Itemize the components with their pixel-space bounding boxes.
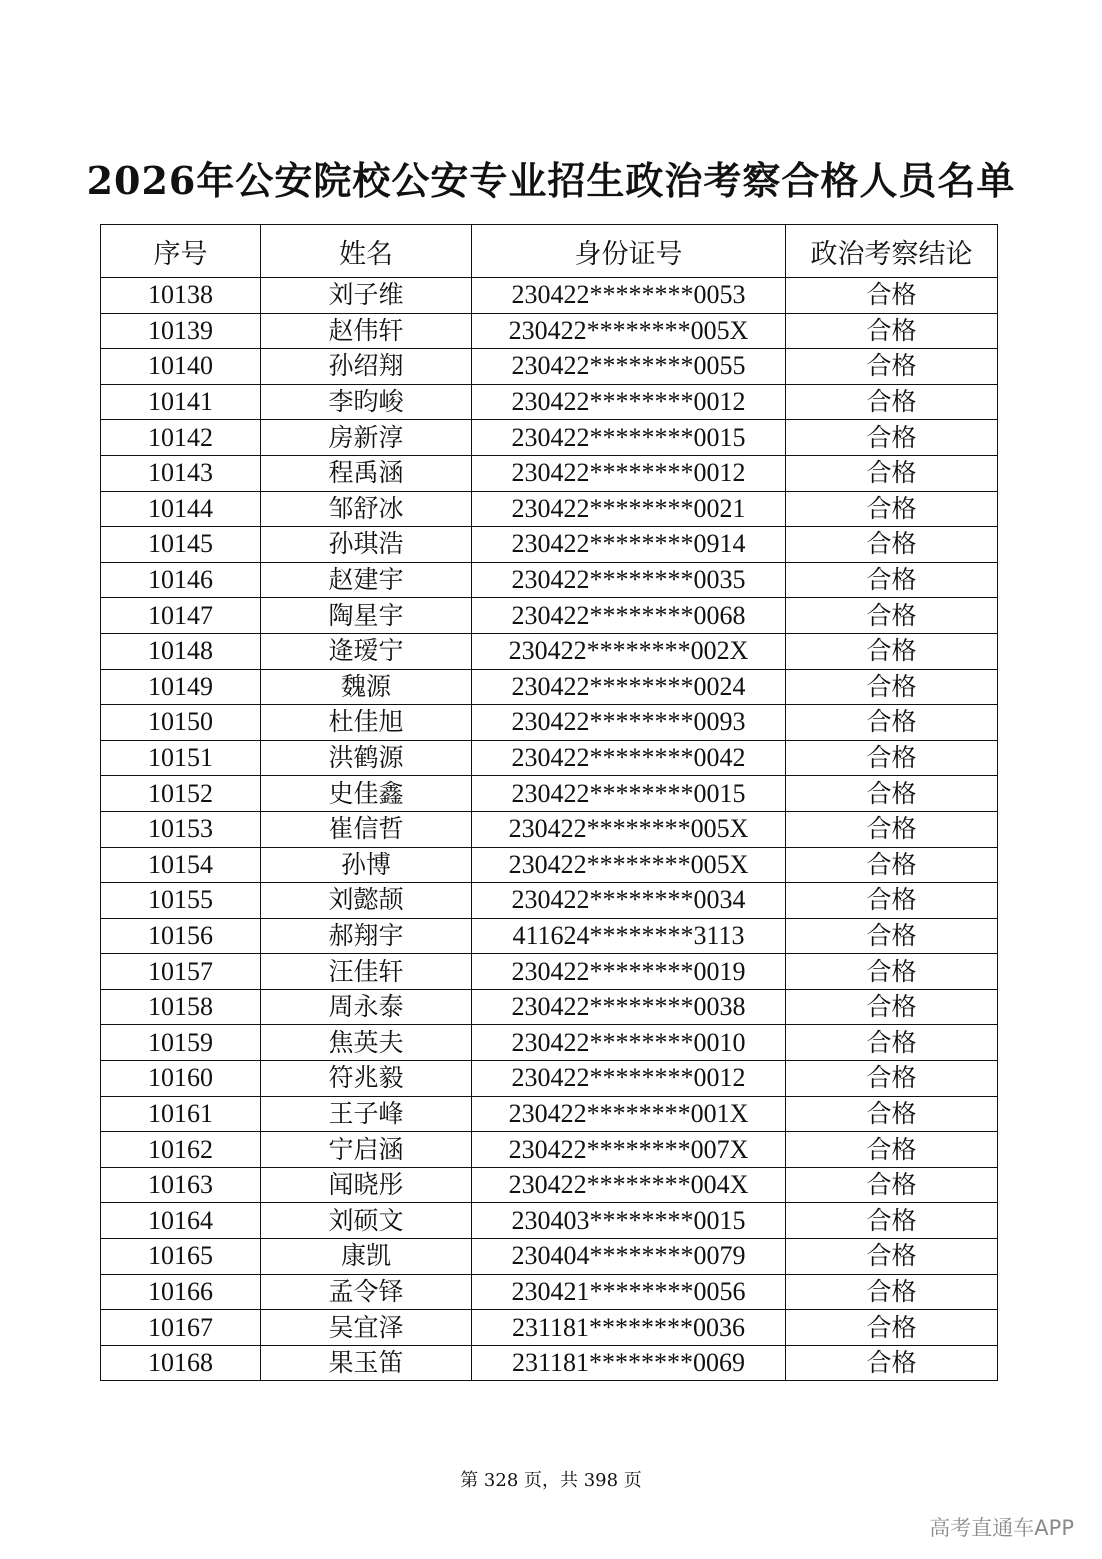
cell-serial-number: 10146 [101, 562, 261, 598]
table-row [101, 1025, 998, 1061]
cell-name: 孙琪浩 [261, 527, 472, 563]
cell-id-number: 230422********0068 [472, 598, 786, 634]
table-row [101, 455, 998, 491]
cell-id-number: 230422********0093 [472, 705, 786, 741]
cell-serial-number: 10153 [101, 811, 261, 847]
cell-conclusion: 合格 [786, 1096, 998, 1132]
cell-conclusion: 合格 [786, 1132, 998, 1168]
cell-serial-number: 10156 [101, 918, 261, 954]
table-row [101, 1310, 998, 1346]
cell-name: 周永泰 [261, 989, 472, 1025]
cell-id-number: 230403********0015 [472, 1203, 786, 1239]
cell-serial-number: 10147 [101, 598, 261, 634]
table-row [101, 954, 998, 990]
cell-serial-number: 10155 [101, 883, 261, 919]
cell-serial-number: 10141 [101, 384, 261, 420]
cell-serial-number: 10157 [101, 954, 261, 990]
table-row [101, 313, 998, 349]
cell-id-number: 230422********0021 [472, 491, 786, 527]
cell-conclusion: 合格 [786, 705, 998, 741]
cell-id-number: 230422********0010 [472, 1025, 786, 1061]
cell-name: 康凯 [261, 1239, 472, 1275]
cell-name: 孙绍翔 [261, 349, 472, 385]
header-row [101, 225, 998, 278]
header-name: 姓名 [261, 225, 472, 278]
table-row [101, 1345, 998, 1381]
cell-id-number: 230422********0012 [472, 1061, 786, 1097]
cell-conclusion: 合格 [786, 918, 998, 954]
cell-id-number: 230422********007X [472, 1132, 786, 1168]
table-row [101, 1239, 998, 1275]
cell-name: 赵建宇 [261, 562, 472, 598]
cell-name: 房新淳 [261, 420, 472, 456]
cell-serial-number: 10159 [101, 1025, 261, 1061]
cell-serial-number: 10143 [101, 455, 261, 491]
table-row [101, 384, 998, 420]
cell-conclusion: 合格 [786, 1025, 998, 1061]
table-row [101, 847, 998, 883]
cell-name: 李昀峻 [261, 384, 472, 420]
cell-serial-number: 10151 [101, 740, 261, 776]
cell-serial-number: 10164 [101, 1203, 261, 1239]
cell-serial-number: 10148 [101, 633, 261, 669]
cell-conclusion: 合格 [786, 527, 998, 563]
cell-conclusion: 合格 [786, 633, 998, 669]
table-row [101, 562, 998, 598]
cell-name: 孙博 [261, 847, 472, 883]
cell-id-number: 230422********0055 [472, 349, 786, 385]
cell-name: 邹舒冰 [261, 491, 472, 527]
table-row [101, 1167, 998, 1203]
page-footer: 第 328 页，共 398 页 [460, 1470, 642, 1491]
cell-id-number: 231181********0036 [472, 1310, 786, 1346]
cell-id-number: 230422********002X [472, 633, 786, 669]
cell-conclusion: 合格 [786, 1310, 998, 1346]
cell-serial-number: 10138 [101, 278, 261, 314]
header-id-number: 身份证号 [472, 225, 786, 278]
cell-id-number: 411624********3113 [472, 918, 786, 954]
cell-conclusion: 合格 [786, 384, 998, 420]
cell-serial-number: 10165 [101, 1239, 261, 1275]
table-row [101, 1203, 998, 1239]
watermark-text: 高考直通车APP [929, 1516, 1074, 1540]
cell-conclusion: 合格 [786, 1345, 998, 1381]
table-row [101, 598, 998, 634]
cell-serial-number: 10162 [101, 1132, 261, 1168]
table-row [101, 633, 998, 669]
cell-id-number: 230422********005X [472, 811, 786, 847]
cell-id-number: 230422********0024 [472, 669, 786, 705]
table-row [101, 740, 998, 776]
cell-id-number: 230422********0914 [472, 527, 786, 563]
cell-serial-number: 10142 [101, 420, 261, 456]
table-row [101, 420, 998, 456]
table-row [101, 918, 998, 954]
cell-name: 逄瑷宁 [261, 633, 472, 669]
cell-serial-number: 10145 [101, 527, 261, 563]
cell-id-number: 230422********0053 [472, 278, 786, 314]
cell-id-number: 231181********0069 [472, 1345, 786, 1381]
table-row [101, 1096, 998, 1132]
cell-name: 魏源 [261, 669, 472, 705]
cell-name: 焦英夫 [261, 1025, 472, 1061]
cell-serial-number: 10167 [101, 1310, 261, 1346]
table-row [101, 669, 998, 705]
cell-name: 宁启涵 [261, 1132, 472, 1168]
cell-conclusion: 合格 [786, 562, 998, 598]
cell-serial-number: 10166 [101, 1274, 261, 1310]
cell-conclusion: 合格 [786, 1061, 998, 1097]
cell-conclusion: 合格 [786, 491, 998, 527]
cell-name: 刘子维 [261, 278, 472, 314]
cell-conclusion: 合格 [786, 1239, 998, 1275]
cell-serial-number: 10163 [101, 1167, 261, 1203]
cell-id-number: 230422********0042 [472, 740, 786, 776]
cell-id-number: 230422********0034 [472, 883, 786, 919]
cell-id-number: 230422********0019 [472, 954, 786, 990]
cell-conclusion: 合格 [786, 669, 998, 705]
cell-name: 程禹涵 [261, 455, 472, 491]
cell-name: 孟令铎 [261, 1274, 472, 1310]
table-row [101, 527, 998, 563]
cell-name: 汪佳轩 [261, 954, 472, 990]
cell-conclusion: 合格 [786, 278, 998, 314]
cell-conclusion: 合格 [786, 740, 998, 776]
cell-conclusion: 合格 [786, 847, 998, 883]
cell-serial-number: 10161 [101, 1096, 261, 1132]
roster-table [100, 224, 998, 1381]
cell-serial-number: 10140 [101, 349, 261, 385]
cell-id-number: 230422********0038 [472, 989, 786, 1025]
cell-id-number: 230422********005X [472, 847, 786, 883]
cell-name: 刘懿颉 [261, 883, 472, 919]
cell-conclusion: 合格 [786, 883, 998, 919]
cell-conclusion: 合格 [786, 1274, 998, 1310]
cell-serial-number: 10160 [101, 1061, 261, 1097]
cell-name: 闻晓彤 [261, 1167, 472, 1203]
cell-name: 刘硕文 [261, 1203, 472, 1239]
cell-name: 崔信哲 [261, 811, 472, 847]
table-row [101, 1061, 998, 1097]
cell-serial-number: 10139 [101, 313, 261, 349]
cell-conclusion: 合格 [786, 1167, 998, 1203]
cell-conclusion: 合格 [786, 349, 998, 385]
cell-conclusion: 合格 [786, 811, 998, 847]
cell-name: 陶星宇 [261, 598, 472, 634]
cell-name: 吴宜泽 [261, 1310, 472, 1346]
cell-id-number: 230422********001X [472, 1096, 786, 1132]
cell-name: 赵伟轩 [261, 313, 472, 349]
document-title: 2026年公安院校公安专业招生政治考察合格人员名单 [86, 158, 1016, 203]
cell-name: 王子峰 [261, 1096, 472, 1132]
table-row [101, 1274, 998, 1310]
table-row [101, 776, 998, 812]
cell-name: 郝翔宇 [261, 918, 472, 954]
cell-conclusion: 合格 [786, 989, 998, 1025]
cell-id-number: 230422********0035 [472, 562, 786, 598]
header-conclusion: 政治考察结论 [786, 225, 998, 278]
table-header [101, 225, 998, 278]
cell-id-number: 230422********0015 [472, 420, 786, 456]
table-row [101, 1132, 998, 1168]
cell-conclusion: 合格 [786, 1203, 998, 1239]
cell-serial-number: 10168 [101, 1345, 261, 1381]
cell-serial-number: 10144 [101, 491, 261, 527]
cell-name: 果玉笛 [261, 1345, 472, 1381]
cell-id-number: 230404********0079 [472, 1239, 786, 1275]
cell-id-number: 230422********004X [472, 1167, 786, 1203]
cell-serial-number: 10158 [101, 989, 261, 1025]
cell-id-number: 230422********005X [472, 313, 786, 349]
cell-conclusion: 合格 [786, 954, 998, 990]
table-row [101, 349, 998, 385]
cell-conclusion: 合格 [786, 420, 998, 456]
table-row [101, 811, 998, 847]
cell-conclusion: 合格 [786, 598, 998, 634]
cell-id-number: 230422********0012 [472, 384, 786, 420]
header-serial-number: 序号 [101, 225, 261, 278]
table-row [101, 705, 998, 741]
cell-serial-number: 10150 [101, 705, 261, 741]
table-row [101, 278, 998, 314]
table-row [101, 883, 998, 919]
cell-id-number: 230421********0056 [472, 1274, 786, 1310]
table-body [101, 278, 998, 1381]
cell-name: 洪鹤源 [261, 740, 472, 776]
cell-name: 史佳鑫 [261, 776, 472, 812]
cell-serial-number: 10154 [101, 847, 261, 883]
cell-conclusion: 合格 [786, 455, 998, 491]
cell-serial-number: 10152 [101, 776, 261, 812]
cell-id-number: 230422********0012 [472, 455, 786, 491]
table-row [101, 491, 998, 527]
cell-id-number: 230422********0015 [472, 776, 786, 812]
cell-name: 杜佳旭 [261, 705, 472, 741]
cell-serial-number: 10149 [101, 669, 261, 705]
cell-name: 符兆毅 [261, 1061, 472, 1097]
table-row [101, 989, 998, 1025]
cell-conclusion: 合格 [786, 776, 998, 812]
cell-conclusion: 合格 [786, 313, 998, 349]
